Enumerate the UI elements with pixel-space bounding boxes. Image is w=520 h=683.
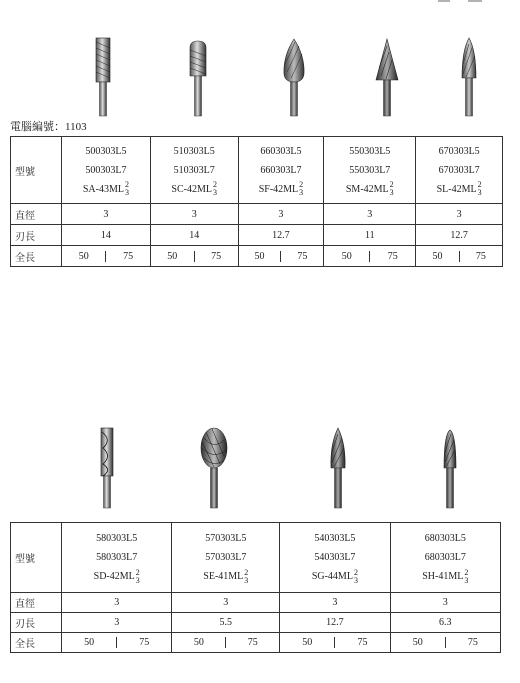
model-code: 570303L7 [205,552,247,563]
table-row [11,593,501,613]
blade-length-cell: 6.3 [390,613,500,633]
diameter-cell: 3 [172,593,280,613]
model-cell [238,137,324,204]
row-label-diameter: 直徑 [11,593,62,613]
table-row [11,633,501,653]
model-cell [324,137,416,204]
fraction-mark: 2 3 [244,567,249,585]
fraction-mark: 2 3 [299,180,304,198]
model-code: 550303L5 [349,145,391,157]
model-code: 500303L5 [85,145,127,157]
model-code: 660303L7 [260,164,302,176]
model-code: SL-42ML [436,183,477,195]
blade-length-cell: 12.7 [416,225,503,246]
table-row [11,204,503,225]
overall-length-cell: 50 75 [62,246,151,267]
tree-radius-burr-image [325,426,351,510]
overall-length-cell: 50 75 [324,246,416,267]
table-row [11,246,503,267]
row-label-overall-length: 全長 [11,246,62,267]
model-code: 510303L7 [173,164,215,176]
fraction-mark: 2 3 [353,567,358,585]
model-code: SD-42ML [93,571,135,582]
model-code: 570303L5 [205,533,247,544]
model-cell [150,137,238,204]
model-code: 670303L5 [438,145,480,157]
tree-radius-narrow-burr-image [437,428,463,510]
model-code: SH-41ML [422,571,464,582]
row-label-model: 型號 [11,137,62,204]
diameter-cell: 3 [390,593,500,613]
model-code: 500303L7 [85,164,127,176]
diameter-cell: 3 [280,593,390,613]
model-code: 660303L5 [260,145,302,157]
row-label-diameter: 直徑 [11,204,62,225]
model-code: 580303L7 [96,552,138,563]
fraction-mark: 2 3 [477,180,482,198]
diameter-cell: 3 [416,204,503,225]
table-row [11,613,501,633]
table-row [11,225,503,246]
model-cell [62,137,151,204]
blade-length-cell: 12.7 [280,613,390,633]
overall-length-cell: 50 75 [280,633,390,653]
fraction-mark: 2 3 [135,567,140,585]
model-code: SG-44ML [311,571,353,582]
model-code: SE-41ML [203,571,244,582]
model-code: 510303L5 [173,145,215,157]
blade-length-cell: 5.5 [172,613,280,633]
cone-burr-image [372,38,402,118]
overall-length-cell: 50 75 [62,633,172,653]
model-cell [416,137,503,204]
cylinder-burr-image [90,36,116,118]
diameter-cell: 3 [150,204,238,225]
model-code: SC-42ML [171,183,212,195]
model-cell [62,523,172,593]
diameter-cell: 3 [62,593,172,613]
model-code: 550303L7 [349,164,391,176]
overall-length-cell: 50 75 [390,633,500,653]
cylinder-ball-end-burr-image [185,40,211,118]
row-label-model: 型號 [11,523,62,593]
flame-burr-image [279,38,309,118]
model-cell [390,523,500,593]
model-code: 680303L7 [424,552,466,563]
overall-length-cell: 50 75 [150,246,238,267]
tree-pointed-burr-image [456,36,482,118]
computer-code-label: 電腦編號：1103 [10,121,87,133]
blade-length-cell: 14 [150,225,238,246]
row-label-overall-length: 全長 [11,633,62,653]
diameter-cell: 3 [238,204,324,225]
blade-length-cell: 11 [324,225,416,246]
table-row [11,137,503,204]
model-cell [280,523,390,593]
diameter-cell: 3 [324,204,416,225]
model-code: SM-42ML [345,183,389,195]
fraction-mark: 2 3 [212,180,217,198]
model-code: 670303L7 [438,164,480,176]
overall-length-cell: 50 75 [238,246,324,267]
model-code: SA-43ML [82,183,124,195]
table-row [11,523,501,593]
drill-burr-image [94,426,120,510]
diameter-cell: 3 [62,204,151,225]
fraction-mark: 2 3 [389,180,394,198]
overall-length-cell: 50 75 [416,246,503,267]
spec-table-2 [10,522,501,653]
model-code: 540303L5 [314,533,356,544]
model-code: 680303L5 [424,533,466,544]
oval-burr-image [196,426,232,510]
spec-table-1 [10,136,503,267]
model-code: 580303L5 [96,533,138,544]
model-code: SF-42ML [258,183,299,195]
blade-length-cell: 14 [62,225,151,246]
blade-length-cell: 3 [62,613,172,633]
model-code: 540303L7 [314,552,356,563]
corner-marks [430,0,490,3]
model-cell [172,523,280,593]
fraction-mark: 2 3 [124,180,129,198]
row-label-blade-length: 刃長 [11,613,62,633]
overall-length-cell: 50 75 [172,633,280,653]
fraction-mark: 2 3 [464,567,469,585]
blade-length-cell: 12.7 [238,225,324,246]
row-label-blade-length: 刃長 [11,225,62,246]
